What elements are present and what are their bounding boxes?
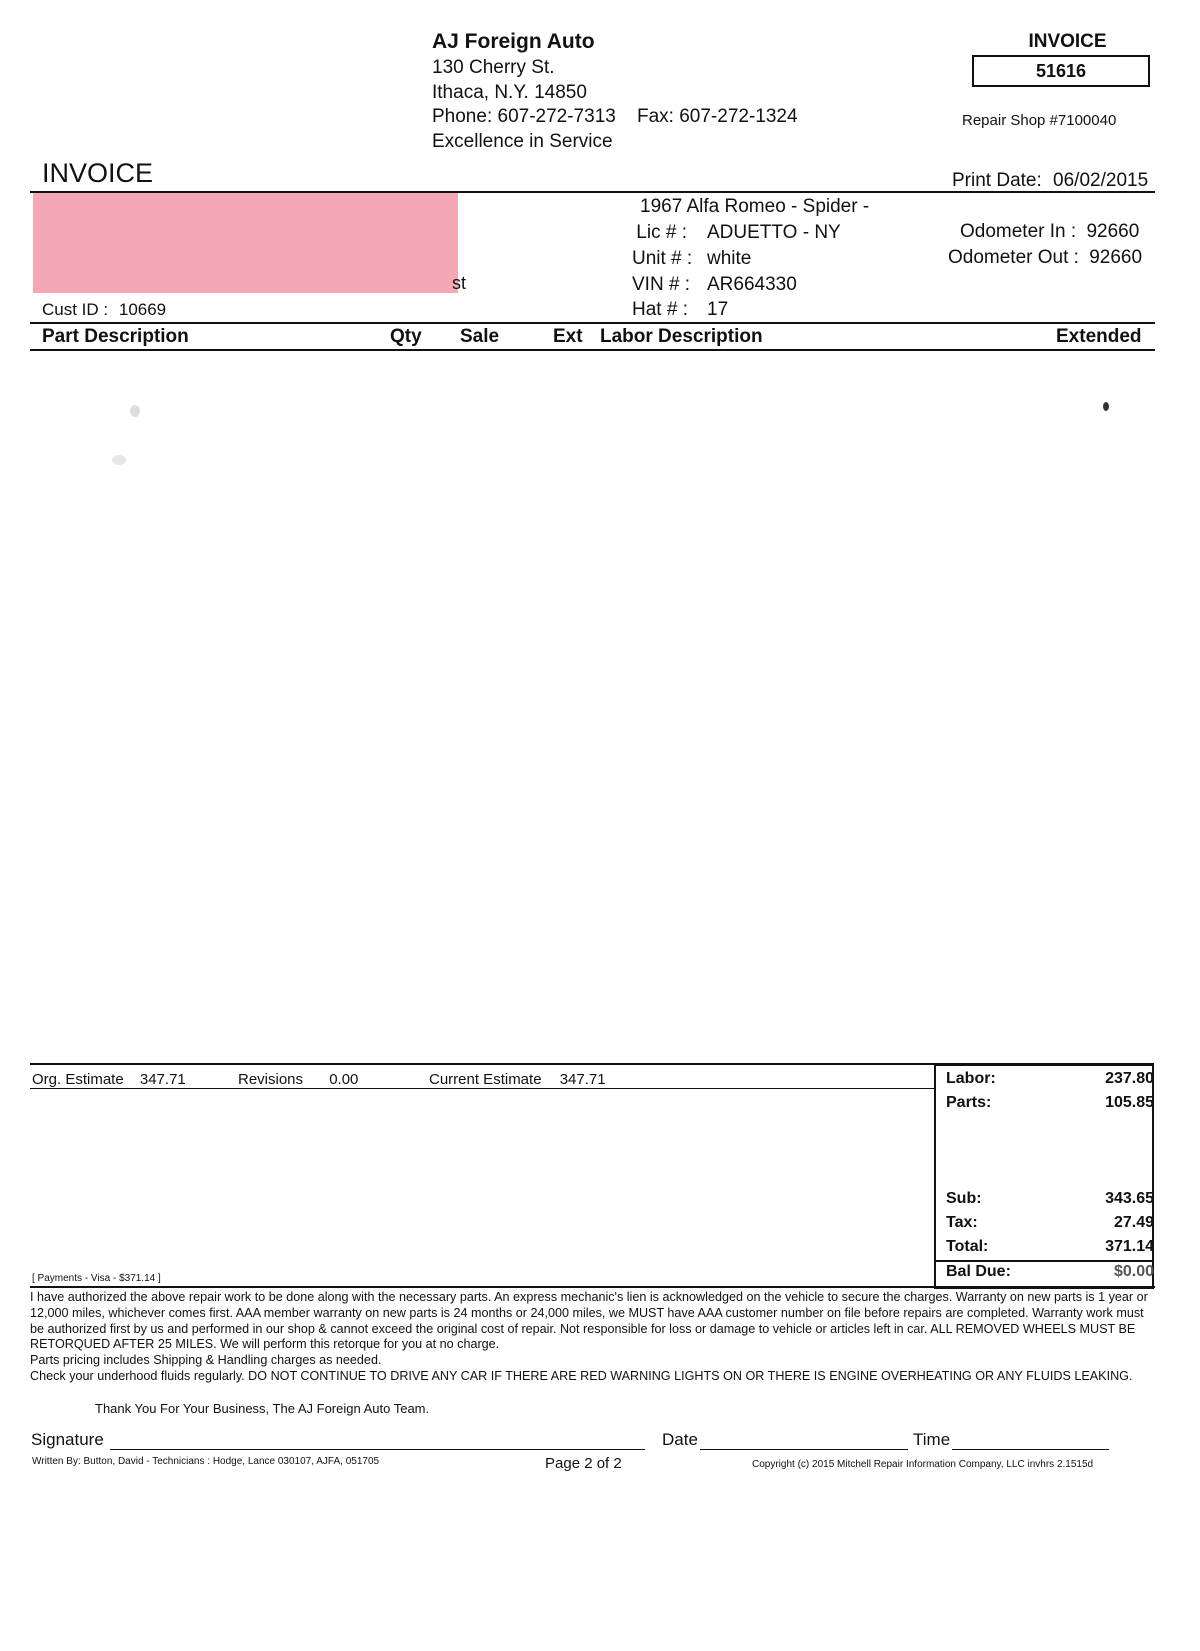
hat-value: 17 xyxy=(707,299,729,320)
odometer-out xyxy=(948,247,1142,269)
bal-due-rule xyxy=(934,1260,1154,1262)
labor-label: Labor: xyxy=(946,1070,996,1087)
shop-address: 130 Cherry St. xyxy=(432,57,555,78)
current-estimate xyxy=(429,1071,606,1088)
redacted-customer-info xyxy=(33,193,458,293)
total-value: 371.14 xyxy=(1105,1238,1154,1255)
print-date xyxy=(952,170,1148,192)
print-date-value: 06/02/2015 xyxy=(1053,170,1149,191)
terms-paragraph-2: Parts pricing includes Shipping & Handling charges as needed. xyxy=(30,1353,382,1368)
scan-speck xyxy=(1103,402,1109,411)
col-part-description: Part Description xyxy=(42,326,189,347)
terms-top-rule xyxy=(30,1286,1155,1288)
page-number: Page 2 of 2 xyxy=(545,1455,622,1472)
col-qty: Qty xyxy=(390,326,422,347)
bal-due-value: $0.00 xyxy=(1113,1263,1154,1280)
signature-line[interactable] xyxy=(110,1449,645,1450)
tax-value: 27.49 xyxy=(1113,1214,1154,1231)
labor-value: 237.80 xyxy=(1105,1070,1154,1087)
col-labor-description: Labor Description xyxy=(600,326,763,347)
unit-label: Unit # : xyxy=(632,248,693,269)
vin-value: AR664330 xyxy=(707,274,797,295)
col-extended: Extended xyxy=(1056,326,1142,347)
invoice-label: INVOICE xyxy=(1028,31,1107,52)
col-sale: Sale xyxy=(460,326,500,347)
shop-name: AJ Foreign Auto xyxy=(432,30,595,53)
org-estimate xyxy=(32,1071,186,1088)
tax-label: Tax: xyxy=(946,1214,978,1231)
lic-label: Lic # : xyxy=(636,222,687,243)
page-title: INVOICE xyxy=(42,158,154,188)
parts-label: Parts: xyxy=(946,1094,992,1111)
copyright: Copyright (c) 2015 Mitchell Repair Information Company, LLC invhrs 2.1515d xyxy=(752,1459,1094,1470)
odometer-out-label: Odometer Out : xyxy=(948,247,1079,268)
table-top-rule xyxy=(30,322,1155,324)
shop-slogan: Excellence in Service xyxy=(432,131,613,152)
org-estimate-label: Org. Estimate xyxy=(32,1071,124,1088)
signature-label: Signature xyxy=(31,1430,104,1449)
current-estimate-value: 347.71 xyxy=(559,1071,606,1088)
revisions-value: 0.00 xyxy=(329,1071,359,1088)
bal-due-label: Bal Due: xyxy=(946,1263,1011,1280)
org-estimate-value: 347.71 xyxy=(139,1071,186,1088)
total-label: Total: xyxy=(946,1238,989,1255)
customer-address-fragment: st xyxy=(452,273,467,293)
invoice-number: 51616 xyxy=(972,55,1150,87)
shop-city: Ithaca, N.Y. 14850 xyxy=(432,82,587,103)
payments-note: [ Payments - Visa - $371.14 ] xyxy=(32,1273,161,1284)
vin-label: VIN # : xyxy=(632,274,691,295)
terms-block xyxy=(30,1290,1160,1385)
date-line[interactable] xyxy=(700,1449,908,1450)
print-date-label: Print Date: xyxy=(952,170,1042,191)
thank-you-note: Thank You For Your Business, The AJ Foreign Auto Team. xyxy=(95,1401,430,1416)
time-label: Time xyxy=(913,1430,951,1449)
odometer-in-label: Odometer In : xyxy=(960,221,1077,242)
unit-value: white xyxy=(707,248,752,269)
lic-value: ADUETTO - NY xyxy=(707,222,841,243)
table-header-rule xyxy=(30,349,1155,351)
shop-fax: Fax: 607-272-1324 xyxy=(637,106,798,127)
terms-paragraph-1: I have authorized the above repair work to be done along with the necessary parts. An express mechanic's lien is acknowledged on the vehicle to secure the charges. Warranty on new parts is 1 year or 12,000 miles, whichever comes first. AAA member warranty on new parts is 24 months or 24,000 miles, we MUST have AAA customer number on file before repairs are completed. Warranty work must be authorized first by us and performed in our shop & cannot exceed the original cost of repair. Not responsible for loss or damage to vehicle or articles left in car. ALL REMOVED WHEELS MUST BE RETORQUED AFTER 25 MILES. We will perform this retorque for you at no charge. xyxy=(30,1290,1148,1352)
col-ext: Ext xyxy=(553,326,583,347)
customer-id xyxy=(42,300,166,320)
current-estimate-label: Current Estimate xyxy=(429,1071,542,1088)
sub-label: Sub: xyxy=(946,1190,982,1207)
time-line[interactable] xyxy=(952,1449,1109,1450)
scan-speck xyxy=(112,455,126,465)
written-by: Written By: Button, David - Technicians : Hodge, Lance 030107, AJFA, 051705 xyxy=(32,1456,380,1467)
terms-paragraph-3: Check your underhood fluids regularly. DO NOT CONTINUE TO DRIVE ANY CAR IF THERE ARE RED WARNING LIGHTS ON OR THERE IS ENGINE OVERHEATING OR ANY FLUIDS LEAKING. xyxy=(30,1368,1133,1383)
cust-id-label: Cust ID : xyxy=(42,300,109,319)
odometer-in-value: 92660 xyxy=(1086,221,1140,242)
cust-id-value: 10669 xyxy=(118,300,167,319)
estimate-bottom-rule xyxy=(30,1088,934,1089)
vehicle-description: 1967 Alfa Romeo - Spider - xyxy=(640,196,870,217)
scan-speck xyxy=(130,405,140,417)
hat-label: Hat # : xyxy=(632,299,688,320)
parts-value: 105.85 xyxy=(1105,1094,1154,1111)
odometer-in xyxy=(960,221,1139,243)
shop-phone: Phone: 607-272-7313 xyxy=(432,106,616,127)
revisions-label: Revisions xyxy=(238,1071,304,1088)
estimate-top-rule xyxy=(30,1063,934,1065)
revisions xyxy=(238,1071,358,1088)
sub-value: 343.65 xyxy=(1105,1190,1154,1207)
date-label: Date xyxy=(662,1430,698,1449)
repair-shop-number: Repair Shop #7100040 xyxy=(962,112,1117,129)
odometer-out-value: 92660 xyxy=(1089,247,1143,268)
